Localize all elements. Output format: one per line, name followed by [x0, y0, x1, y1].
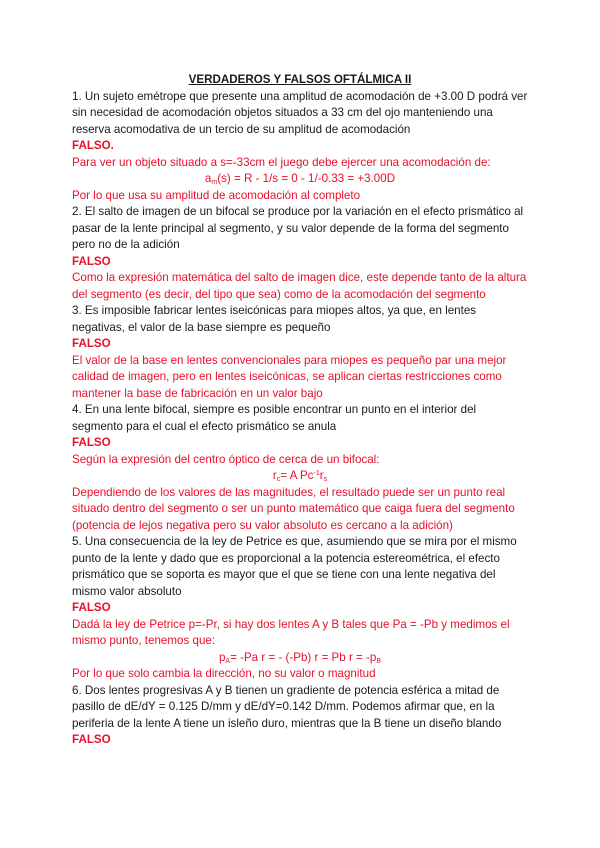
- formula-4-mid: = A Pc: [280, 469, 314, 482]
- answer-2: FALSO: [72, 254, 111, 268]
- answer-3: FALSO: [72, 337, 111, 350]
- formula-4: [72, 468, 528, 485]
- explanation-4a: Según la expresión del centro óptico de cerca de un bifocal:: [72, 452, 380, 466]
- formula-1-rest: (s) = R - 1/s = 0 - 1/-0.33 = +3.00D: [217, 172, 396, 185]
- explanation-5a: Dadá la ley de Petrice p=-Pr, si hay dos lentes A y B tales que Pa = -Pb y medimos el mismo punto, tenemos que:: [72, 617, 510, 647]
- formula-5: [72, 650, 528, 667]
- formula-1-sub: m: [211, 179, 218, 186]
- question-2: 2. El salto de imagen de un bifocal se produce por la variación en el efecto prismático al pasar de la lente principal al segmento, y su valor depende de la forma del segmento pero no de la adición: [72, 205, 524, 251]
- formula-1: [72, 171, 528, 188]
- formula-1-a: a: [204, 172, 212, 185]
- formula-5-p: p: [218, 650, 226, 664]
- explanation-2: Como la expresión matemática del salto de imagen dice, este depende tanto de la altura del segmento (es decir, del tipo que sea) como de la acomodación del segmento: [72, 271, 527, 301]
- formula-4-sub-s: s: [323, 476, 328, 483]
- question-5: 5. Una consecuencia de la ley de Petrice es que, asumiendo que se mira por el mismo punto de la lente y dado que es proporcional a la potencia estereométrica, el efecto prismático que se soporta es mayor que el que se tiene con una lente negativa del mismo valor absoluto: [72, 535, 517, 598]
- formula-4-r: r: [272, 469, 277, 482]
- answer-5: FALSO: [72, 601, 111, 614]
- explanation-5b: Por lo que solo cambia la dirección, no su valor o magnitud: [72, 667, 376, 680]
- formula-5-mid: = -Pa r = - (-Pb) r = Pb r = -p: [230, 650, 377, 664]
- explanation-4b: Dependiendo de los valores de las magnitudes, el resultado puede ser un punto real situado dentro del segmento o ser un punto matemático que caiga fuera del segmento (potencia de lejos negativa pero su valor absoluto es cercano a la adición): [72, 485, 515, 532]
- explanation-1a: Para ver un objeto situado a s=-33cm el juego debe ejercer una acomodación de:: [72, 155, 491, 169]
- answer-4: FALSO: [72, 436, 111, 449]
- question-4: 4. En una lente bifocal, siempre es posible encontrar un punto en el interior del segmento para el cual el efecto prismático se anula: [72, 403, 477, 433]
- explanation-1b: Por lo que usa su amplitud de acomodación al completo: [72, 188, 361, 202]
- question-6: 6. Dos lentes progresivas A y B tienen un gradiente de potencia esférica a mitad de pasillo de dE/dY = 0.125 D/mm y dE/dY=0.142 D/mm. Podemos afirmar que, en la periferia de la lente A tiene un isleño duro, mientras que la B tiene un diseño blando: [72, 683, 502, 730]
- formula-4-sub-c: c: [276, 476, 281, 483]
- answer-6: FALSO: [72, 733, 111, 746]
- question-1: 1. Un sujeto emétrope que presente una amplitud de acomodación de +3.00 D podrá ver sin necesidad de acomodación objetos situados a 33 cm del ojo manteniendo una reserva acomodativa de un tercio de su amplitud de acomodación: [72, 89, 528, 136]
- document-page: [72, 72, 528, 749]
- formula-4-sup: -1: [313, 470, 320, 477]
- page-title: VERDADEROS Y FALSOS OFTÁLMICA II: [188, 73, 412, 86]
- formula-4-r2: r: [319, 469, 324, 482]
- formula-5-sub-a: A: [225, 657, 231, 665]
- answer-1: FALSO.: [72, 139, 114, 152]
- formula-5-sub-b: B: [376, 657, 382, 665]
- question-3: 3. Es imposible fabricar lentes iseicónicas para miopes altos, ya que, en lentes negativas, el valor de la base siempre es pequeño: [72, 304, 477, 334]
- explanation-3: El valor de la base en lentes convencionales para miopes es pequeño par una mejor calidad de imagen, pero en lentes iseicónicas, se aplican ciertas restricciones como mantener la base de fabricación en un valor bajo: [72, 353, 507, 400]
